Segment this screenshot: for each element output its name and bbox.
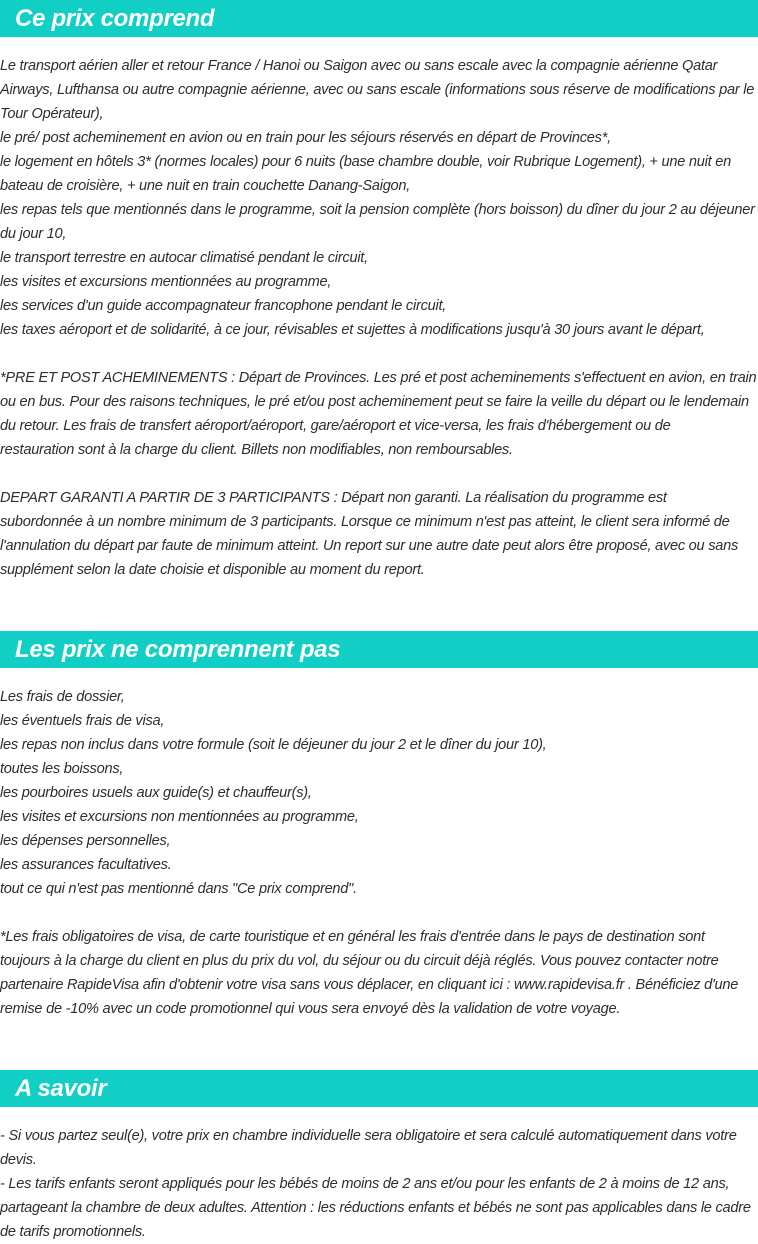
list-item: les visites et excursions mentionnées au programme, (0, 274, 332, 290)
list-item: les assurances facultatives. (0, 857, 172, 873)
list-item: bateau de croisière, + une nuit en train couchette Danang-Saigon, (0, 178, 411, 194)
section-title: A savoir (15, 1074, 107, 1102)
note-line: restauration sont à la charge du client. Billets non modifiables, non remboursables. (0, 442, 513, 458)
list-item: Le transport aérien aller et retour France / Hanoi ou Saigon avec ou sans escale avec la compagnie aérienne Qatar (0, 58, 718, 74)
note-line: ou en bus. Pour des raisons techniques, le pré et/ou post acheminement peut se faire la veille du départ ou le lendemain (0, 394, 749, 410)
list-item: toutes les boissons, (0, 761, 124, 777)
list-item: les visites et excursions non mentionnées au programme, (0, 809, 359, 825)
section-title: Ce prix comprend (15, 4, 215, 32)
list-item: de tarifs promotionnels. (0, 1224, 146, 1240)
list-item: - Si vous partez seul(e), votre prix en chambre individuelle sera obligatoire et sera calculé automatiquement dans votre (0, 1128, 737, 1144)
list-item: tout ce qui n'est pas mentionné dans "Ce prix comprend". (0, 881, 357, 897)
note-line: du retour. Les frais de transfert aéroport/aéroport, gare/aéroport et vice-versa, les frais d'hébergement ou de (0, 418, 671, 434)
section-header-included (0, 0, 758, 37)
note-line: l'annulation du départ par faute de minimum atteint. Un report sur une autre date peut alors être proposé, avec ou sans (0, 538, 739, 554)
list-item: le logement en hôtels 3* (normes locales) pour 6 nuits (base chambre double, voir Rubrique Logement), + une nuit en (0, 154, 731, 170)
note-line: toujours à la charge du client en plus du prix du vol, du séjour ou du circuit déjà réglés. Vous pouvez contacter notre (0, 953, 719, 969)
note-line: remise de -10% avec un code promotionnel qui vous sera envoyé dès la validation de votre voyage. (0, 1001, 621, 1017)
list-item: les pourboires usuels aux guide(s) et chauffeur(s), (0, 785, 312, 801)
section-header-not-included (0, 631, 758, 668)
note-line: partenaire RapideVisa afin d'obtenir votre visa sans vous déplacer, en cliquant ici : www.rapidevisa.fr . Bénéficiez d'une (0, 977, 739, 993)
list-item: les taxes aéroport et de solidarité, à ce jour, révisables et sujettes à modifications jusqu'à 30 jours avant le départ, (0, 322, 705, 338)
list-item: partageant la chambre de deux adultes. Attention : les réductions enfants et bébés ne sont pas applicables dans le cadre (0, 1200, 751, 1216)
note-line: *Les frais obligatoires de visa, de carte touristique et en général les frais d'entrée dans le pays de destination sont (0, 929, 705, 945)
list-item: les dépenses personnelles, (0, 833, 171, 849)
list-item: Tour Opérateur), (0, 106, 104, 122)
note-line: *PRE ET POST ACHEMINEMENTS : Départ de Provinces. Les pré et post acheminements s'effectuent en avion, en train (0, 370, 757, 386)
note-line: supplément selon la date choisie et disponible au moment du report. (0, 562, 425, 578)
not-included-list (0, 685, 758, 1021)
list-item: Airways, Lufthansa ou autre compagnie aérienne, avec ou sans escale (informations sous réserve de modifications par le (0, 82, 755, 98)
section-title: Les prix ne comprennent pas (15, 635, 341, 663)
list-item: les services d'un guide accompagnateur francophone pendant le circuit, (0, 298, 447, 314)
list-item: Les frais de dossier, (0, 689, 125, 705)
list-item: devis. (0, 1152, 37, 1168)
list-item: du jour 10, (0, 226, 67, 242)
list-item: les éventuels frais de visa, (0, 713, 165, 729)
good-to-know-list (0, 1124, 758, 1244)
list-item: les repas tels que mentionnés dans le programme, soit la pension complète (hors boisson) du dîner du jour 2 au déjeuner (0, 202, 755, 218)
list-item: le transport terrestre en autocar climatisé pendant le circuit, (0, 250, 368, 266)
list-item: le pré/ post acheminement en avion ou en train pour les séjours réservés en départ de Provinces*, (0, 130, 611, 146)
included-list (0, 54, 758, 582)
section-header-good-to-know (0, 1070, 758, 1107)
list-item: - Les tarifs enfants seront appliqués pour les bébés de moins de 2 ans et/ou pour les enfants de 2 à moins de 12 ans, (0, 1176, 730, 1192)
note-line: DEPART GARANTI A PARTIR DE 3 PARTICIPANTS : Départ non garanti. La réalisation du programme est (0, 490, 667, 506)
list-item: les repas non inclus dans votre formule (soit le déjeuner du jour 2 et le dîner du jour 10), (0, 737, 547, 753)
note-line: subordonnée à un nombre minimum de 3 participants. Lorsque ce minimum n'est pas atteint, le client sera informé de (0, 514, 730, 530)
